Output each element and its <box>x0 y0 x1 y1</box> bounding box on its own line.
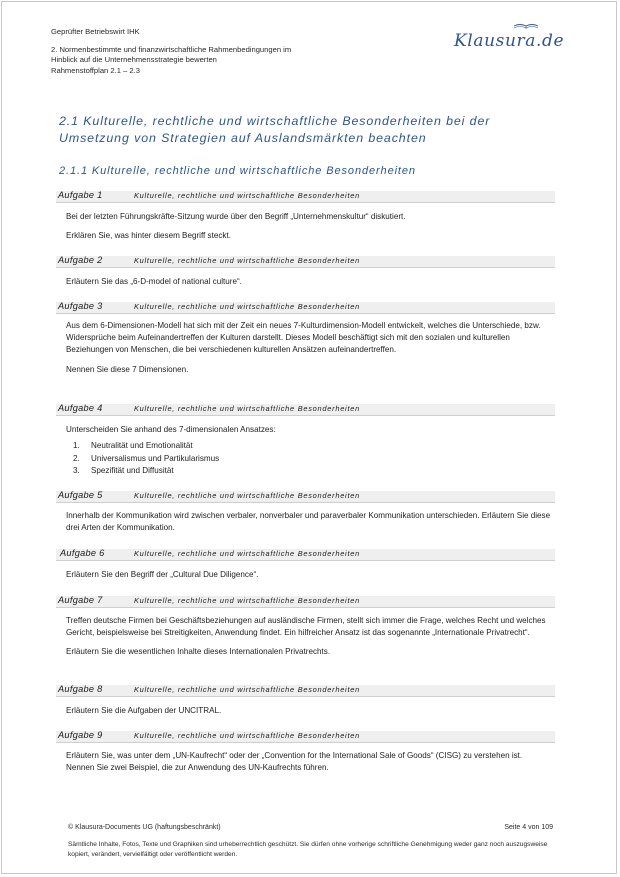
task-label: Aufgabe 3 <box>58 301 103 311</box>
dimension-list <box>66 440 552 477</box>
task-text: Innerhalb der Kommunikation wird zwischen verbaler, nonverbaler und paraverbaler Kommunikation unterschieden. Erläutern Sie diese drei Arten der Kommunikation. <box>66 511 551 533</box>
task-label: Aufgabe 2 <box>58 255 103 265</box>
task-label: Aufgabe 4 <box>58 403 103 413</box>
task-topic: Kulturelle, rechtliche und wirtschaftliche Besonderheiten <box>134 596 360 605</box>
task-topic: Kulturelle, rechtliche und wirtschaftliche Besonderheiten <box>134 549 360 558</box>
task-label: Aufgabe 6 <box>60 548 105 558</box>
footer-notice: Sämtliche Inhalte, Fotos, Texte und Graphiken sind urheberrechtlich geschützt. Sie dürfen ohne vorherige schriftliche Genehmigung weder ganz noch auszugsweise kopiert, verändert, vervielfältigt oder veröffentlicht werden. <box>68 841 548 859</box>
footer-page-number: Seite 4 von 109 <box>504 824 553 831</box>
task-body <box>56 743 552 774</box>
header-line-3: Hinblick auf die Unternehmensstrategie bewerten <box>51 55 217 65</box>
task-header-bar <box>56 685 555 697</box>
task-text: Unterscheiden Sie anhand des 7-dimensionalen Ansatzes: <box>66 425 276 434</box>
task-body <box>56 203 552 242</box>
task-question: Erklären Sie, was hinter diesem Begriff steckt. <box>66 231 231 241</box>
task-1 <box>56 191 555 242</box>
list-item <box>66 453 552 465</box>
task-topic: Kulturelle, rechtliche und wirtschaftliche Besonderheiten <box>134 191 360 200</box>
task-body <box>56 697 552 717</box>
list-item <box>66 440 552 452</box>
document-header <box>51 27 291 76</box>
header-line-1: Geprüfter Betriebswirt IHK <box>51 27 140 36</box>
task-header-bar <box>56 549 555 561</box>
logo-text: Klausura.de <box>454 31 565 51</box>
task-body <box>56 268 552 288</box>
list-text: Neutralität und Emotionalität <box>91 441 193 451</box>
task-3 <box>56 302 555 376</box>
task-label: Aufgabe 9 <box>58 730 103 740</box>
task-body <box>56 416 552 477</box>
task-topic: Kulturelle, rechtliche und wirtschaftliche Besonderheiten <box>134 685 360 694</box>
list-number: 3. <box>73 466 80 476</box>
task-header-bar <box>56 491 555 503</box>
list-number: 2. <box>73 453 80 463</box>
task-header-bar <box>56 404 555 416</box>
task-topic: Kulturelle, rechtliche und wirtschaftliche Besonderheiten <box>134 404 360 413</box>
list-text: Spezifität und Diffusität <box>91 466 174 476</box>
task-text: Erläutern Sie den Begriff der „Cultural Due Diligence“. <box>66 570 259 579</box>
task-header-bar <box>56 191 555 203</box>
task-9 <box>56 731 555 774</box>
task-5 <box>56 491 555 534</box>
list-item <box>66 465 552 477</box>
section-title: 2.1 Kulturelle, rechtliche und wirtschaftliche Besonderheiten bei der Umsetzung von Strategien auf Auslandsmärkten beachten <box>59 114 491 145</box>
header-line-2: 2. Normenbestimmte und finanzwirtschaftliche Rahmenbedingungen im <box>51 44 292 54</box>
task-4 <box>56 404 555 477</box>
task-7 <box>56 596 555 659</box>
task-topic: Kulturelle, rechtliche und wirtschaftliche Besonderheiten <box>134 302 360 311</box>
task-text: Erläutern Sie die Aufgaben der UNCITRAL. <box>66 706 222 715</box>
subsection-title: 2.1.1 Kulturelle, rechtliche und wirtschaftliche Besonderheiten <box>59 165 416 177</box>
footer-copyright: © Klausura-Documents UG (haftungsbeschränkt) <box>68 824 221 831</box>
list-number: 1. <box>73 441 80 451</box>
task-text: Bei der letzten Führungskräfte-Sitzung wurde über den Begriff „Unternehmenskultur“ diskutiert. <box>66 212 406 221</box>
task-body <box>56 314 552 376</box>
task-topic: Kulturelle, rechtliche und wirtschaftliche Besonderheiten <box>134 256 360 265</box>
task-header-bar <box>56 256 555 268</box>
task-2 <box>56 256 555 288</box>
task-topic: Kulturelle, rechtliche und wirtschaftliche Besonderheiten <box>134 491 360 500</box>
task-header-bar <box>56 302 555 314</box>
klausura-logo <box>452 22 568 52</box>
task-label: Aufgabe 7 <box>58 595 103 605</box>
task-text: Erläutern Sie, was unter dem „UN-Kaufrecht“ oder der „Convention for the International Sale of Goods“ (CISG) zu verstehen ist. Nennen Sie zwei Beispiel, die zur Anwendung des UN-Kaufrechts führen. <box>66 751 523 773</box>
task-header-bar <box>56 596 555 608</box>
task-header-bar <box>56 731 555 743</box>
task-label: Aufgabe 1 <box>58 190 103 200</box>
task-question: Erläutern Sie die wesentlichen Inhalte dieses Internationalen Privatrechts. <box>66 647 331 657</box>
task-body <box>56 503 552 534</box>
task-text: Erläutern Sie das „6-D-model of national culture“. <box>66 277 242 286</box>
header-line-4: Rahmenstoffplan 2.1 – 2.3 <box>51 65 140 75</box>
task-6 <box>56 549 555 581</box>
task-label: Aufgabe 5 <box>58 490 103 500</box>
task-body <box>56 608 552 659</box>
task-question: Nennen Sie diese 7 Dimensionen. <box>66 364 189 374</box>
task-text: Treffen deutsche Firmen bei Geschäftsbeziehungen auf ausländische Firmen, stellt sich immer die Frage, welches Recht und welches Gericht, beispielsweise bei Streitigkeiten, Anwendung findet. Ein hilfreicher Ansatz ist das sogenannte „Internationale Privatrecht“. <box>66 616 546 638</box>
task-topic: Kulturelle, rechtliche und wirtschaftliche Besonderheiten <box>134 731 360 740</box>
task-text: Aus dem 6-Dimensionen-Modell hat sich mit der Zeit ein neues 7-Kulturdimension-Modell entwickelt, welches die Unterschiede, bzw. Widersprüche beim Aufeinandertreffen der Kulturen darstellt. Dieses Modell beschäftigt sich mit den sozialen und kulturellen Beziehungen von Menschen, die bei verschiedenen kulturellen Ansätzen aufeinandertreffen. <box>66 321 541 355</box>
task-8 <box>56 685 555 717</box>
task-body <box>56 561 552 581</box>
task-label: Aufgabe 8 <box>58 684 103 694</box>
list-text: Universalismus und Partikularismus <box>91 453 220 463</box>
